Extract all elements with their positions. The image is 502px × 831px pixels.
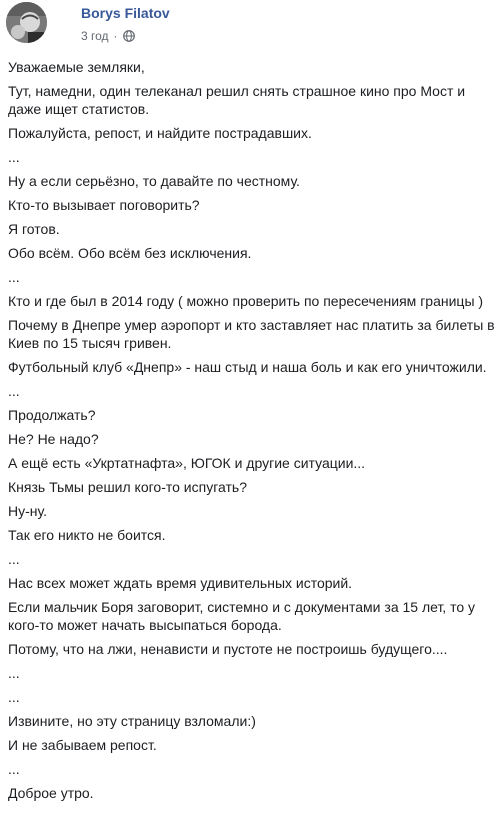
post-header — [6, 2, 496, 50]
post-paragraph: Продолжать? — [8, 407, 96, 423]
globe-icon[interactable] — [123, 30, 135, 42]
post-paragraph: Извините, но эту страницу взломали:) — [8, 713, 256, 729]
post-paragraph: Ну а если серьёзно, то давайте по честному. — [8, 173, 300, 189]
author-name[interactable]: Borys Filatov — [81, 5, 170, 21]
post-paragraph: Уважаемые земляки, — [8, 59, 145, 75]
avatar[interactable] — [6, 2, 47, 43]
post-meta — [81, 29, 135, 43]
post-paragraph: А ещё есть «Укртатнафта», ЮГОК и другие ситуации... — [8, 455, 366, 471]
post-paragraph: Тут, намедни, один телеканал решил снять страшное кино про Мост и даже ищет статистов. — [8, 83, 466, 117]
post-paragraph: Почему в Днепре умер аэропорт и кто заставляет нас платить за билеты в Киев по 15 тысяч гривен. — [8, 317, 495, 351]
post-paragraph: ... — [8, 689, 20, 705]
post-paragraph: Нас всех может ждать время удивительных историй. — [8, 575, 353, 591]
post-time[interactable]: 3 год — [81, 29, 109, 43]
post-paragraph: Князь Тьмы решил кого-то испугать? — [8, 479, 247, 495]
post-paragraph: Если мальчик Боря заговорит, системно и с документами за 15 лет, то у кого-то может начать высыпаться борода. — [8, 599, 476, 633]
post-paragraph: Пожалуйста, репост, и найдите пострадавших. — [8, 125, 312, 141]
avatar-image — [6, 2, 47, 43]
post-paragraph: Обо всём. Обо всём без исключения. — [8, 245, 252, 261]
post-paragraph: Ну-ну. — [8, 503, 47, 519]
post-paragraph: Так его никто не боится. — [8, 527, 166, 543]
post-paragraph: Не? Не надо? — [8, 431, 99, 447]
post-paragraph: Кто-то вызывает поговорить? — [8, 197, 200, 213]
post-paragraph: ... — [8, 665, 20, 681]
post-paragraph: Потому, что на лжи, ненависти и пустоте не построишь будущего.... — [8, 641, 448, 657]
post-paragraph: Доброе утро. — [8, 785, 94, 801]
post-paragraph: ... — [8, 269, 20, 285]
post-paragraph: ... — [8, 761, 20, 777]
post-paragraph: Футбольный клуб «Днепр» - наш стыд и наша боль и как его уничтожили. — [8, 359, 487, 375]
post-paragraph: ... — [8, 149, 20, 165]
post-paragraph: ... — [8, 383, 20, 399]
meta-separator: · — [113, 29, 118, 43]
post-paragraph: Кто и где был в 2014 году ( можно проверить по пересечениям границы ) — [8, 293, 484, 309]
post-paragraph: Я готов. — [8, 221, 60, 237]
post-paragraph: И не забываем репост. — [8, 737, 157, 753]
post-body — [8, 58, 496, 808]
post-paragraph: ... — [8, 551, 20, 567]
